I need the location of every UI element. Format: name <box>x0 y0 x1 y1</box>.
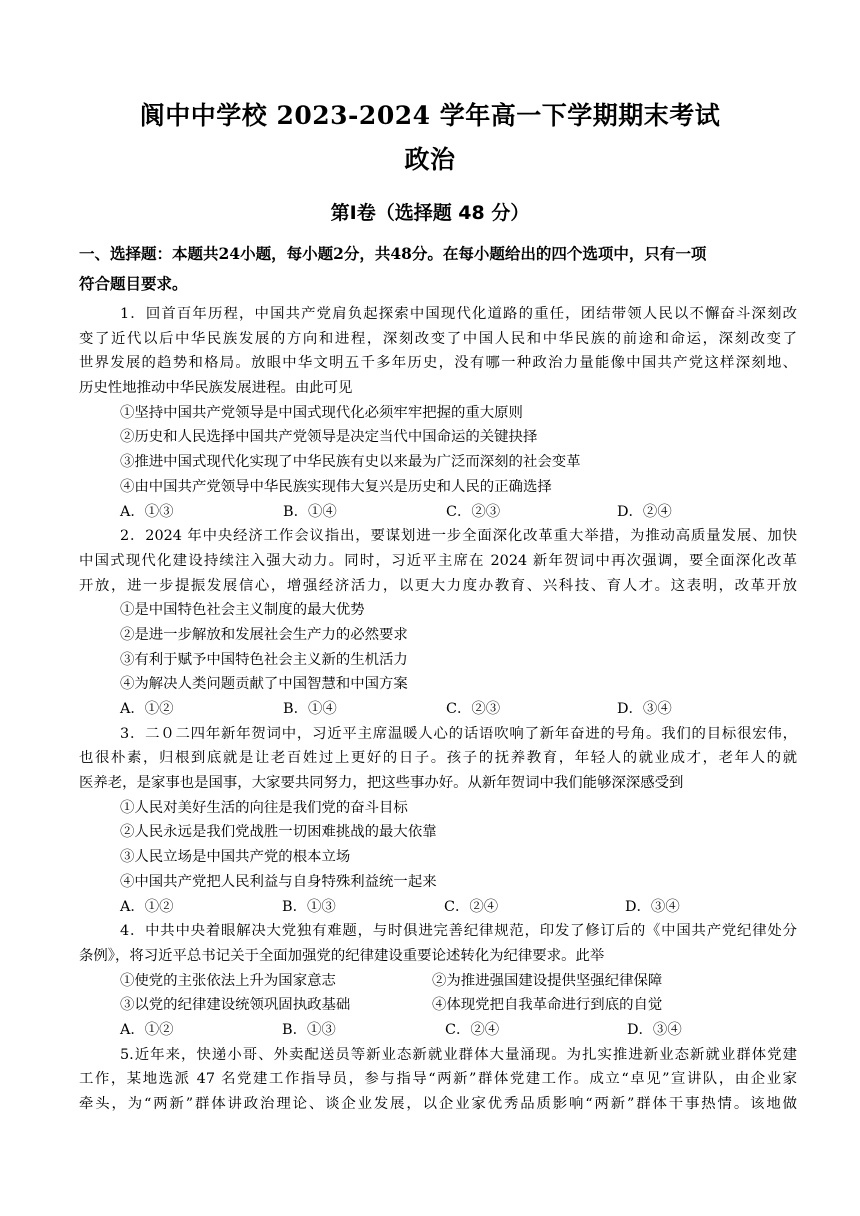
choice-d: D．③④ <box>617 701 672 717</box>
answer-choices <box>79 895 797 920</box>
part-heading: 第Ⅰ卷（选择题 48 分） <box>330 202 530 224</box>
question-text-line: 牵头，为“两新”群体讲政治理论、谈企业发展，以企业家优秀品质影响“两新”群体干事热情。该地做 <box>79 1096 797 1112</box>
choice-a: A．①② <box>120 898 174 915</box>
choice-a: A．①② <box>120 1021 174 1038</box>
statement-option: ①是中国特色社会主义制度的最大优势 <box>120 602 365 619</box>
statement-option: ④为解决人类问题贡献了中国智慧和中国方案 <box>120 676 408 693</box>
statement-option: ③以党的纪律建设统领巩固执政基础 <box>120 997 351 1014</box>
answer-choices <box>79 1018 797 1043</box>
question-text-line: 中国式现代化建设持续注入强大动力。同时，习近平主席在 2024 新年贺词中再次强调，要全面深化改革 <box>79 552 797 569</box>
statement-option: ④由中国共产党领导中华民族实现伟大复兴是历史和人民的正确选择 <box>120 478 552 495</box>
question-text-line: 1．回首百年历程，中国共产党肩负起探索中国现代化道路的重任，团结带领人民以不懈奋斗深刻改 <box>120 306 797 322</box>
questions-body <box>79 302 797 1117</box>
question-text-line: 医养老，是家事也是国事，大家要共同努力，把这些事办好。从新年贺词中我们能够深深感受到 <box>79 775 684 792</box>
statement-option: ④中国共产党把人民利益与自身特殊利益统一起来 <box>120 873 437 890</box>
choice-d: D．②④ <box>617 503 672 520</box>
choice-c: C．②③ <box>446 503 501 520</box>
choice-a: A．①② <box>120 701 174 717</box>
question-4 <box>79 919 797 1042</box>
choice-a: A．①③ <box>120 503 174 520</box>
statement-option: ②为推进强国建设提供坚强纪律保障 <box>432 972 663 989</box>
statement-option: ③人民立场是中国共产党的根本立场 <box>120 849 351 866</box>
question-text-line: 历史性地推动中华民族发展进程。由此可见 <box>79 380 353 397</box>
choice-c: C．②④ <box>444 898 499 915</box>
question-text-line: 工作，某地选派 47 名党建工作指导员，参与指导“两新”群体党建工作。成立“卓见”宣讲队，由企业家 <box>79 1071 797 1088</box>
question-text-line: 世界发展的趋势和格局。放眼中华文明五千多年历史，没有哪一种政治力量能像中国共产党这样深刻地、 <box>79 355 797 372</box>
choice-d: D．③④ <box>625 898 680 915</box>
choice-c: C．②③ <box>446 701 501 717</box>
question-text-line: 2．2024 年中央经济工作会议指出，要谋划进一步全面深化改革重大举措，为推动高质量发展、加快 <box>120 528 797 545</box>
statement-option: ②历史和人民选择中国共产党领导是决定当代中国命运的关键抉择 <box>120 429 538 446</box>
statement-option: ①人民对美好生活的向往是我们党的奋斗目标 <box>120 799 408 816</box>
statement-option: ①坚持中国共产党领导是中国式现代化必须牢牢把握的重大原则 <box>120 404 523 421</box>
section-line: 符合题目要求。 <box>79 274 188 293</box>
question-3 <box>79 722 797 920</box>
choice-b: B．①③ <box>282 1021 336 1038</box>
question-1 <box>79 302 797 524</box>
question-text-line: 开放，进一步提振发展信心，增强经济活力，以更大力度办教育、兴科技、育人才。这表明，改革开放 <box>79 577 797 594</box>
question-5 <box>79 1043 797 1117</box>
choice-b: B．①④ <box>283 503 337 520</box>
section-instructions <box>79 239 799 299</box>
choice-b: B．①④ <box>283 701 337 717</box>
choice-d: D．③④ <box>627 1021 682 1038</box>
answer-choices <box>79 500 797 525</box>
question-text-line: 3．二０二四年新年贺词中，习近平主席温暖人心的话语吹响了新年奋进的号角。我们的目标很宏伟， <box>120 725 797 742</box>
statement-option: ①使党的主张依法上升为国家意志 <box>120 972 336 989</box>
statement-option: ④体现党把自我革命进行到底的自觉 <box>432 997 663 1014</box>
question-text-line: 变了近代以后中华民族发展的方向和进程，深刻改变了中国人民和中华民族的前途和命运，深刻改变了 <box>79 330 797 347</box>
question-text-line: 4．中共中央着眼解决大党独有难题，与时俱进完善纪律规范，印发了修订后的《中国共产党纪律处分 <box>120 923 797 940</box>
exam-title: 阆中中学校 2023-2024 学年高一下学期期末考试 <box>139 101 721 130</box>
statement-option: ③有利于赋予中国特色社会主义新的生机活力 <box>120 651 408 668</box>
section-line: 一、选择题：本题共24小题，每小题2分，共48分。在每小题给出的四个选项中，只有一项 <box>79 244 707 263</box>
question-text-line: 5.近年来，快递小哥、外卖配送员等新业态新就业群体大量涌现。为扎实推进新业态新就业群体党建 <box>120 1046 797 1063</box>
answer-choices <box>79 697 797 722</box>
question-text-line: 条例》，将习近平总书记关于全面加强党的纪律建设重要论述转化为纪律要求。此举 <box>79 947 605 964</box>
question-text-line: 也很朴素，归根到底就是让老百姓过上更好的日子。孩子的抚养教育，年轻人的就业成才，老年人的就 <box>79 750 797 767</box>
statement-option: ③推进中国式现代化实现了中华民族有史以来最为广泛而深刻的社会变革 <box>120 454 581 471</box>
subject-title: 政治 <box>404 145 456 174</box>
question-2 <box>79 524 797 722</box>
statement-option: ②人民永远是我们党战胜一切困难挑战的最大依靠 <box>120 824 437 841</box>
statement-option-row <box>79 969 797 994</box>
statement-option-row <box>79 993 797 1018</box>
statement-option: ②是进一步解放和发展社会生产力的必然要求 <box>120 626 408 643</box>
choice-b: B．①③ <box>282 898 336 915</box>
choice-c: C．②④ <box>445 1021 500 1038</box>
